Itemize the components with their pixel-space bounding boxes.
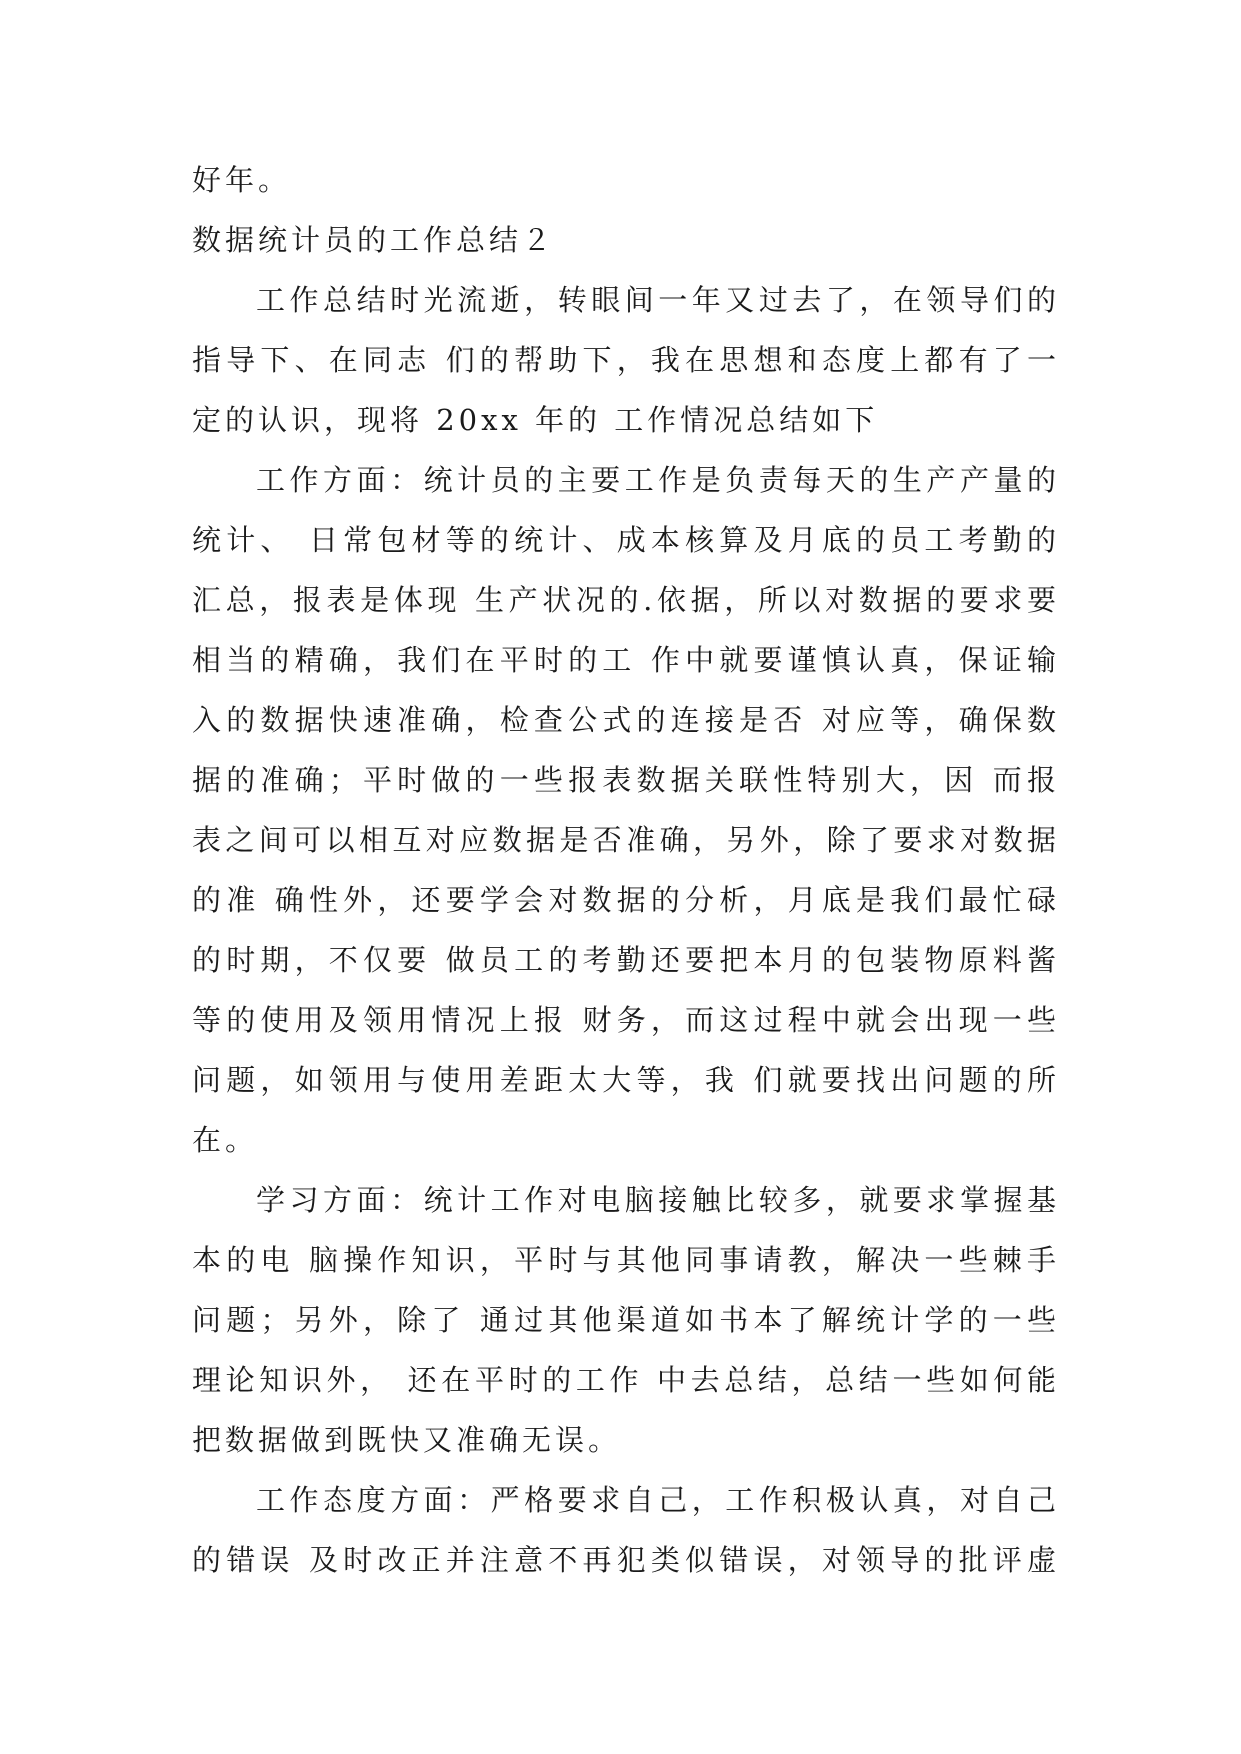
- paragraph-first-line: 工作方面：统计员的主要工作是负责每天的生产产量的: [256, 463, 1060, 497]
- paragraph-first-line: 工作态度方面：严格要求自己，工作积极认真，对自己: [256, 1483, 1060, 1517]
- text-line: 的时期，不仅要 做员工的考勤还要把本月的包装物原料酱: [192, 943, 1060, 977]
- text-line: 问题，如领用与使用差距太大等，我 们就要找出问题的所: [192, 1063, 1060, 1097]
- text-line: 指导下、在同志 们的帮助下，我在思想和态度上都有了一: [192, 343, 1060, 377]
- document-body: [192, 150, 1060, 1590]
- text-line: 表之间可以相互对应数据是否准确，另外，除了要求对数据: [192, 823, 1060, 857]
- section-heading: 数据统计员的工作总结２: [192, 223, 556, 257]
- text-line: 等的使用及领用情况上报 财务，而这过程中就会出现一些: [192, 1003, 1060, 1037]
- text-line: 问题；另外，除了 通过其他渠道如书本了解统计学的一些: [192, 1303, 1060, 1337]
- paragraph-first-line: 工作总结时光流逝，转眼间一年又过去了，在领导们的: [256, 283, 1060, 317]
- text-line: 统计、 日常包材等的统计、成本核算及月底的员工考勤的: [192, 523, 1060, 557]
- text-line: 好年。: [192, 163, 292, 197]
- text-line: 的错误 及时改正并注意不再犯类似错误，对领导的批评虚: [192, 1543, 1060, 1577]
- text-line: 汇总，报表是体现 生产状况的.依据，所以对数据的要求要: [192, 583, 1060, 617]
- text-line: 在。: [192, 1123, 259, 1157]
- text-line: 本的电 脑操作知识，平时与其他同事请教，解决一些棘手: [192, 1243, 1060, 1277]
- text-line: 把数据做到既快又准确无误。: [192, 1423, 622, 1457]
- text-line: 据的准确；平时做的一些报表数据关联性特别大，因 而报: [192, 763, 1060, 797]
- text-line: 相当的精确，我们在平时的工 作中就要谨慎认真，保证输: [192, 643, 1060, 677]
- text-line: 理论知识外， 还在平时的工作 中去总结，总结一些如何能: [192, 1363, 1060, 1397]
- paragraph-first-line: 学习方面：统计工作对电脑接触比较多，就要求掌握基: [256, 1183, 1060, 1217]
- text-line: 入的数据快速准确，检查公式的连接是否 对应等，确保数: [192, 703, 1060, 737]
- text-line: 的准 确性外，还要学会对数据的分析，月底是我们最忙碌: [192, 883, 1060, 917]
- text-line: 定的认识，现将 20xx 年的 工作情况总结如下: [192, 403, 879, 437]
